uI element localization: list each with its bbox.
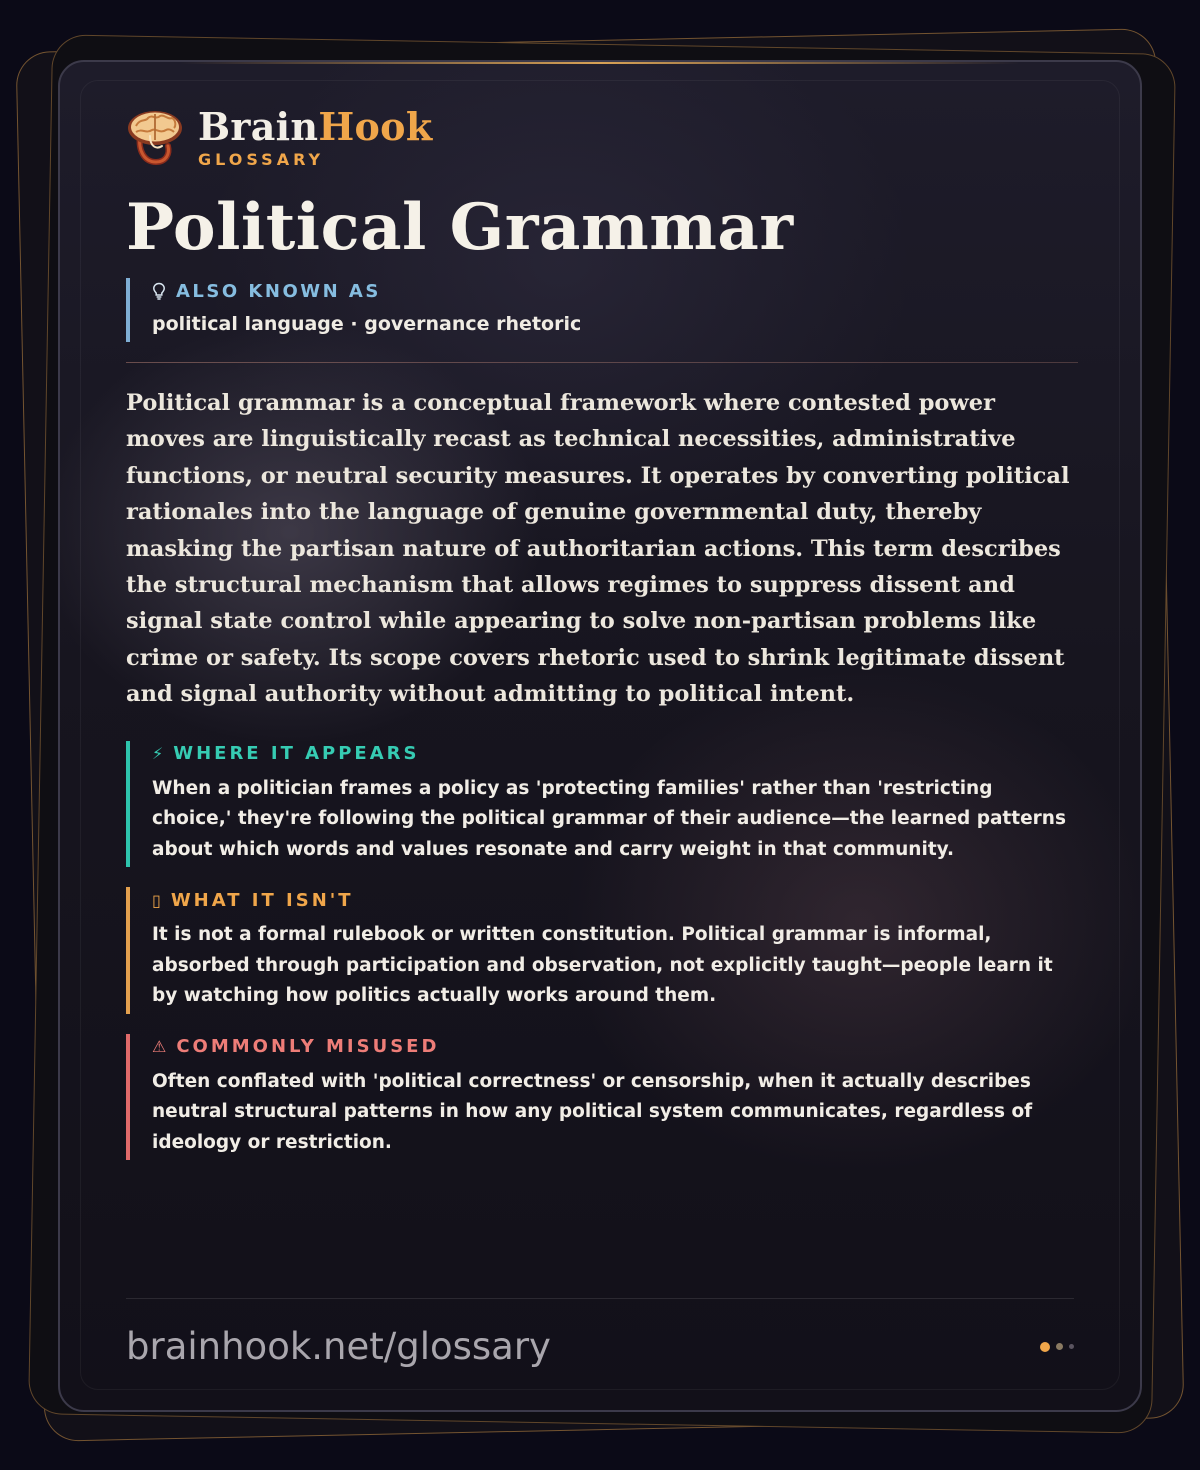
- lightbulb-icon: [152, 282, 166, 300]
- also-known-as-block: [126, 278, 1078, 342]
- where-it-appears-text: When a politician frames a policy as 'protecting families' rather than 'restricting choice,' they're following the political grammar of their audience—the learned patterns about which words and values resonate and carry weight in that community.: [152, 777, 1066, 860]
- commonly-misused-section: [126, 1034, 1078, 1161]
- commonly-misused-heading: [152, 1034, 1078, 1060]
- term-title: Political Grammar: [126, 190, 794, 265]
- where-it-appears-heading: [152, 741, 1078, 767]
- card-content: [126, 102, 1078, 1160]
- card-footer: [126, 1298, 1074, 1388]
- brand-name: [198, 103, 433, 149]
- brain-hook-icon: [124, 106, 186, 168]
- pagination-dot: [1056, 1343, 1063, 1350]
- brand-subtitle: GLOSSARY: [198, 149, 325, 169]
- brand-header: [126, 102, 1078, 172]
- lightning-icon: ⚡: [152, 744, 164, 764]
- missing-glyph-icon: ▯: [152, 890, 161, 910]
- glossary-card: [58, 60, 1142, 1412]
- pagination-dot: [1069, 1344, 1074, 1349]
- what-it-isnt-text: It is not a formal rulebook or written constitution. Political grammar is informal, absorbed through participation and observation, not explicitly taught—people learn it by watching how politics actually works around them.: [152, 924, 1053, 1007]
- pagination-dot-active: [1040, 1342, 1050, 1352]
- where-it-appears-label: WHERE IT APPEARS: [173, 743, 420, 765]
- commonly-misused-text: Often conflated with 'political correctness' or censorship, when it actually describes neutral structural patterns in how any political system communicates, regardless of ideology or restriction.: [152, 1070, 1033, 1153]
- warning-icon: ⚠: [152, 1037, 167, 1057]
- what-it-isnt-heading: [152, 887, 1078, 913]
- what-it-isnt-label: WHAT IT ISN'T: [170, 889, 354, 911]
- brand-name-hook: Hook: [318, 103, 433, 149]
- brand-text: [198, 103, 433, 169]
- also-known-as-values: political language · governance rhetoric: [152, 313, 582, 335]
- where-it-appears-section: [126, 741, 1078, 868]
- footer-url[interactable]: brainhook.net/glossary: [126, 1325, 551, 1368]
- section-divider: [126, 362, 1078, 363]
- also-known-as-heading: [152, 278, 1078, 304]
- pagination-dots: [1040, 1342, 1074, 1352]
- brand-name-brain: Brain: [198, 103, 319, 149]
- card-top-highlight: [180, 62, 1020, 64]
- commonly-misused-label: COMMONLY MISUSED: [176, 1036, 440, 1058]
- definition-text: Political grammar is a conceptual framework where contested power moves are linguistically recast as technical necessities, administrative functions, or neutral security measures. It operates by converting political rationales into the language of genuine governmental duty, thereby masking the partisan nature of authoritarian actions. This term describes the structural mechanism that allows regimes to suppress dissent and signal state control while appearing to solve non-partisan problems like crime or safety. Its scope covers rhetoric used to shrink legitimate dissent and signal authority without admitting to political intent.: [126, 390, 1070, 708]
- what-it-isnt-section: [126, 887, 1078, 1014]
- also-known-as-label: ALSO KNOWN AS: [176, 280, 381, 302]
